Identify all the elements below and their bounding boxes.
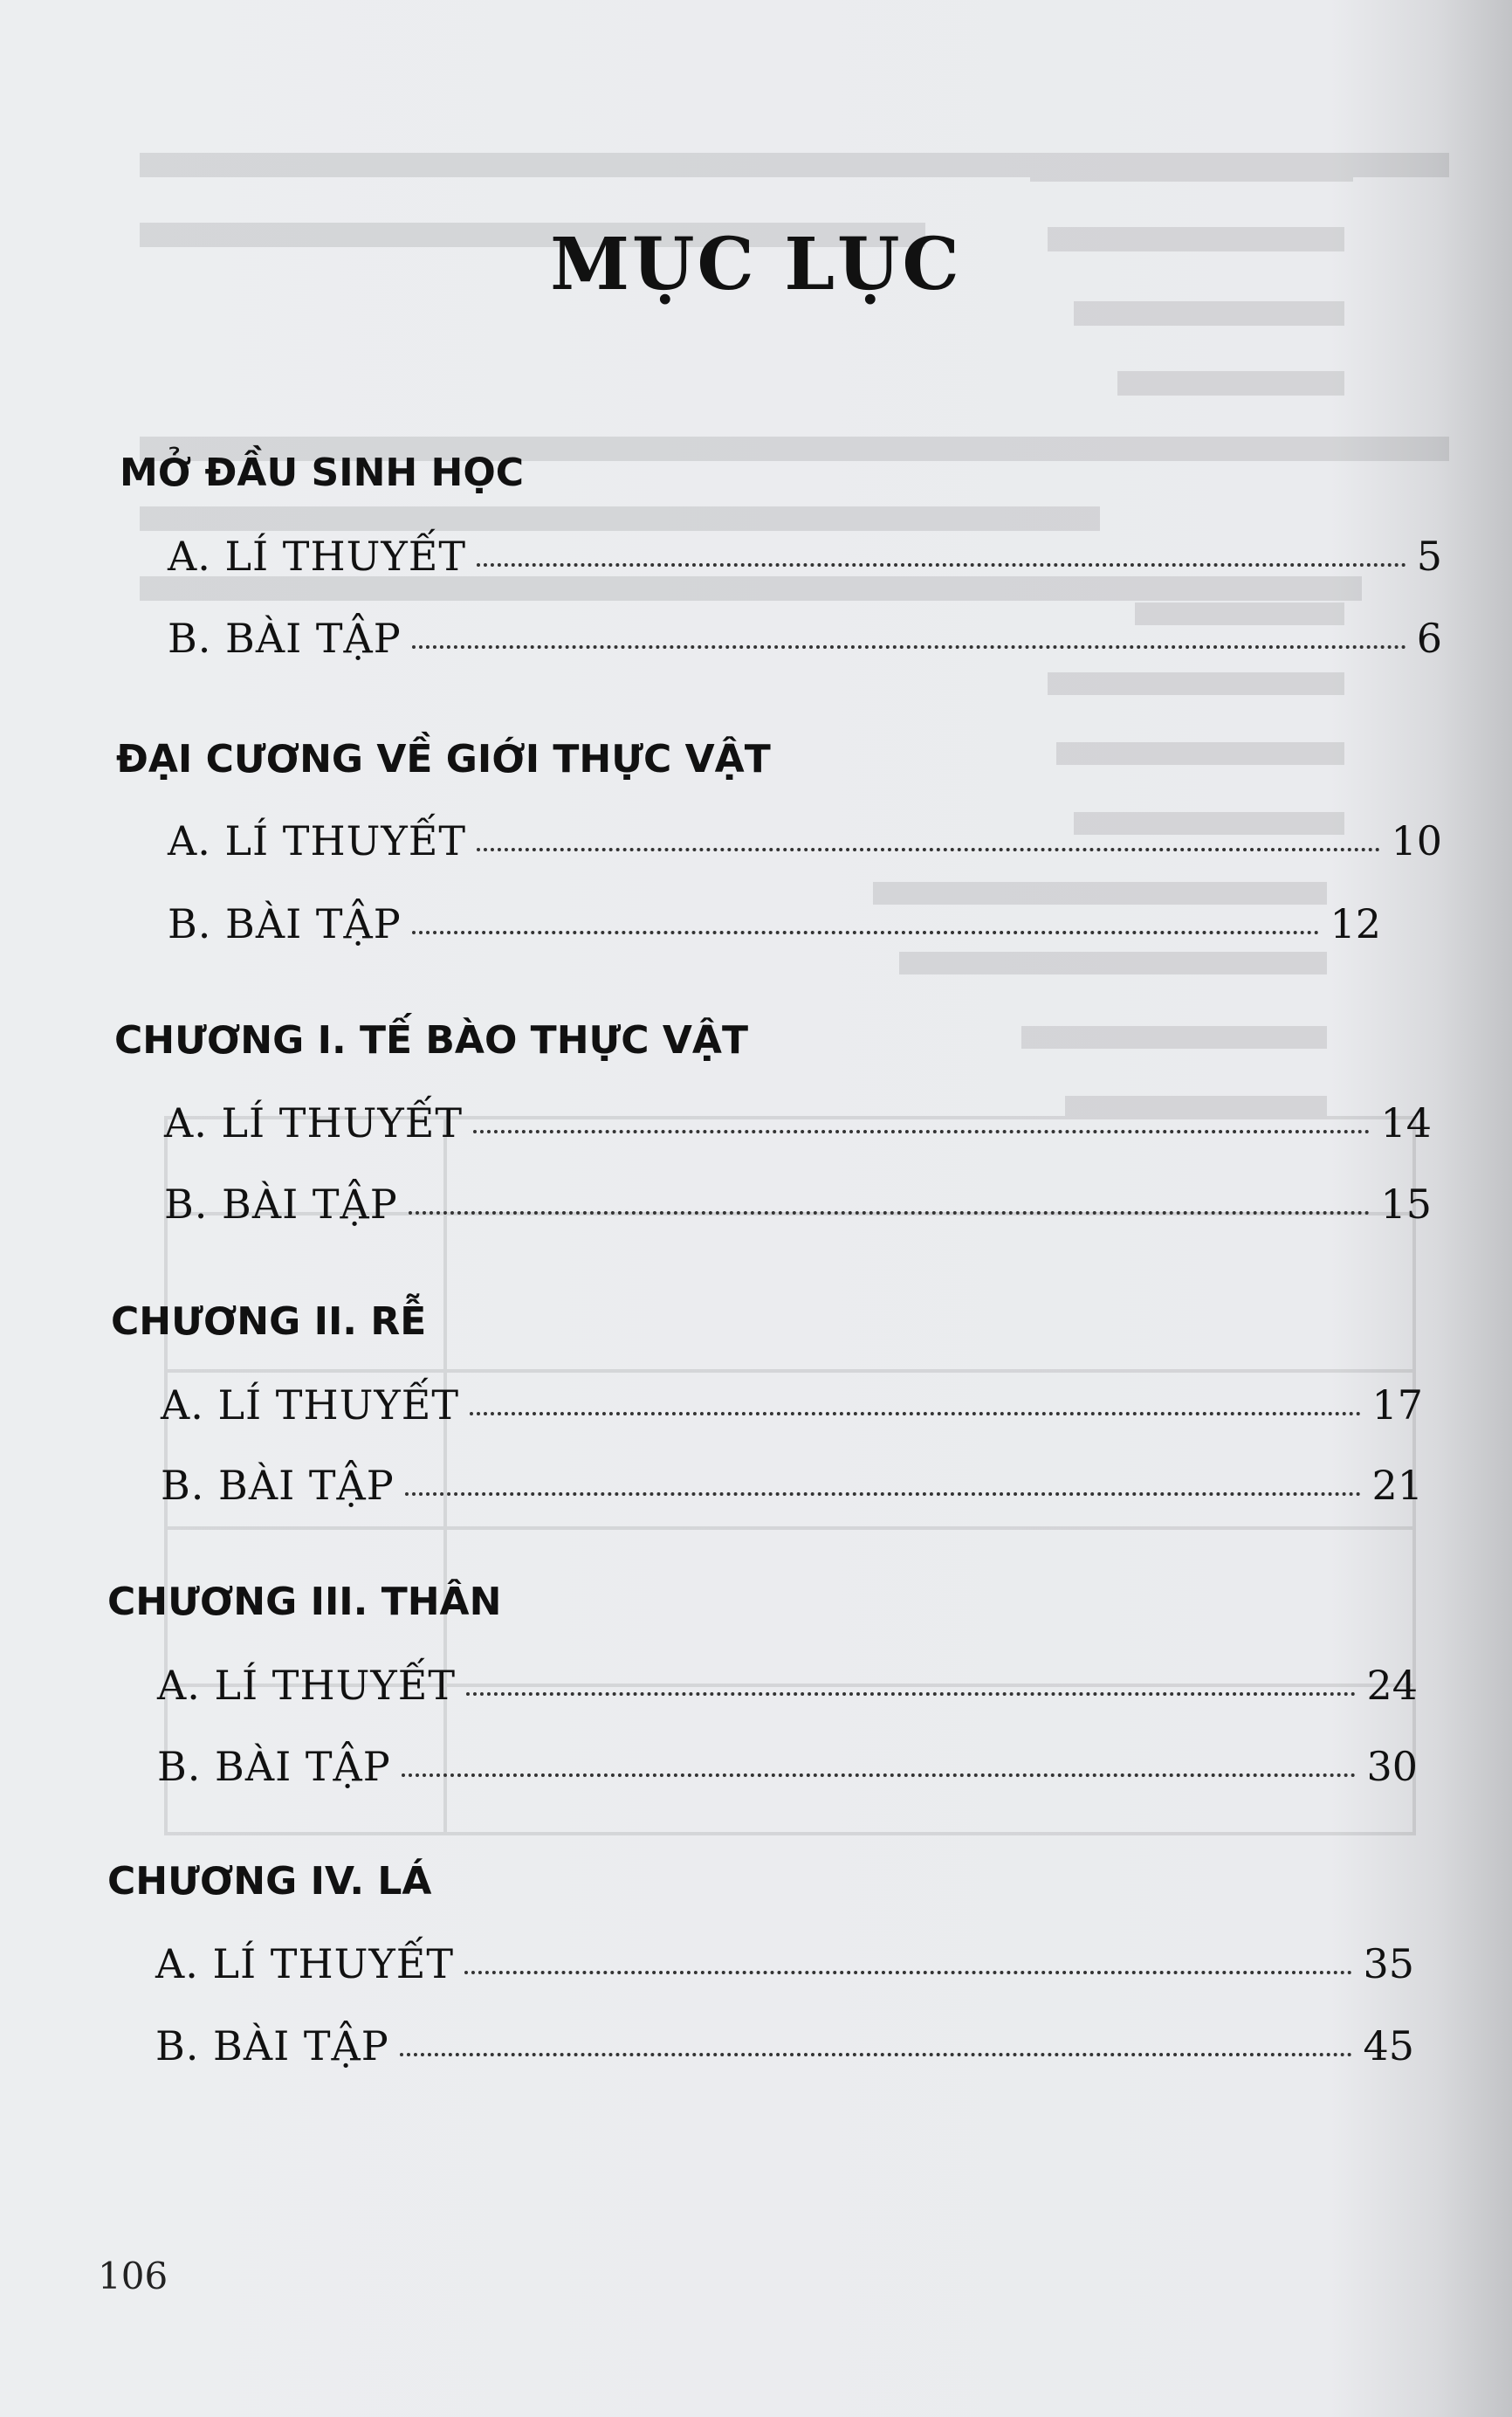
toc-entry[interactable] <box>168 817 1442 864</box>
dot-leader <box>477 563 1406 567</box>
entry-label: A. LÍ THUYẾT <box>155 1940 454 1987</box>
dot-leader <box>400 2053 1353 2056</box>
entry-page-number: 6 <box>1416 615 1442 662</box>
page-title: MỤC LỤC <box>550 223 962 306</box>
toc-entry[interactable] <box>155 2022 1414 2069</box>
entry-label: A. LÍ THUYẾT <box>164 1099 463 1147</box>
dot-leader <box>464 1971 1352 1974</box>
toc-entry[interactable] <box>155 1940 1414 1987</box>
entry-page-number: 12 <box>1330 900 1381 947</box>
toc-entry[interactable] <box>168 900 1381 947</box>
dot-leader <box>466 1692 1356 1696</box>
entry-page-number: 30 <box>1366 1743 1418 1790</box>
entry-page-number: 24 <box>1366 1662 1418 1709</box>
entry-label: A. LÍ THUYẾT <box>168 817 466 864</box>
entry-page-number: 15 <box>1380 1181 1432 1228</box>
toc-entry[interactable] <box>168 533 1442 580</box>
entry-page-number: 21 <box>1371 1462 1423 1509</box>
dot-leader <box>470 1412 1361 1415</box>
entry-label: A. LÍ THUYẾT <box>168 533 466 580</box>
entry-page-number: 35 <box>1363 1940 1414 1987</box>
toc-entry[interactable] <box>161 1462 1423 1509</box>
section-heading-chuong-1: CHƯƠNG I. TẾ BÀO THỰC VẬT <box>114 1018 748 1063</box>
dot-leader <box>473 1130 1370 1133</box>
entry-page-number: 10 <box>1391 817 1442 864</box>
toc-entry[interactable] <box>161 1381 1423 1429</box>
section-heading-mo-dau: MỞ ĐẦU SINH HỌC <box>120 451 525 495</box>
dot-leader <box>402 1773 1357 1777</box>
section-heading-chuong-2: CHƯƠNG II. RỄ <box>111 1299 427 1344</box>
entry-label: B. BÀI TẬP <box>161 1462 395 1509</box>
dot-leader <box>412 931 1320 934</box>
dot-leader <box>412 645 1406 649</box>
entry-label: B. BÀI TẬP <box>168 900 402 947</box>
section-heading-chuong-3: CHƯƠNG III. THÂN <box>107 1580 502 1624</box>
toc-entry[interactable] <box>157 1743 1418 1790</box>
section-heading-chuong-4: CHƯƠNG IV. LÁ <box>107 1859 432 1904</box>
dot-leader <box>409 1211 1371 1215</box>
dot-leader <box>405 1492 1362 1496</box>
dot-leader <box>477 848 1380 851</box>
entry-page-number: 17 <box>1371 1381 1423 1429</box>
entry-label: B. BÀI TẬP <box>157 1743 391 1790</box>
toc-entry[interactable] <box>168 615 1442 662</box>
entry-label: B. BÀI TẬP <box>164 1181 398 1228</box>
entry-page-number: 14 <box>1380 1099 1432 1147</box>
toc-entry[interactable] <box>164 1099 1432 1147</box>
entry-label: B. BÀI TẬP <box>155 2022 389 2069</box>
page-number: 106 <box>98 2255 168 2297</box>
entry-label: B. BÀI TẬP <box>168 615 402 662</box>
toc-entry[interactable] <box>157 1662 1418 1709</box>
toc-entry[interactable] <box>164 1181 1432 1228</box>
entry-page-number: 45 <box>1363 2022 1414 2069</box>
entry-page-number: 5 <box>1416 533 1442 580</box>
entry-label: A. LÍ THUYẾT <box>157 1662 456 1709</box>
entry-label: A. LÍ THUYẾT <box>161 1381 459 1429</box>
section-heading-dai-cuong: ĐẠI CƯƠNG VỀ GIỚI THỰC VẬT <box>116 737 771 782</box>
